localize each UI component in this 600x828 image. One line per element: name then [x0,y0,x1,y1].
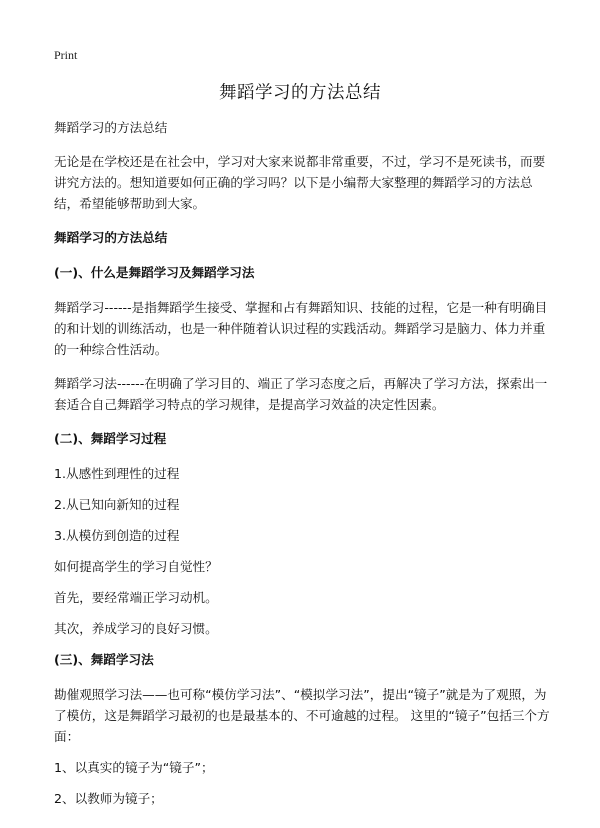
paragraph: 首先，要经常端正学习动机。 [54,590,218,605]
paragraph: 勘催观照学习法——也可称“模仿学习法”、“模拟学习法”，提出“镜子”就是为了观照，为了模仿，这是舞蹈学习最初的也是最基本的、不可逾越的过程。 这里的“镜子”包括三个方面： [54,687,550,744]
page-title: 舞蹈学习的方法总结 [219,83,381,103]
section-title: 舞蹈学习的方法总结 [54,230,168,245]
section-heading-3: (三)、舞蹈学习法 [54,652,154,667]
intro-label: 舞蹈学习的方法总结 [54,120,168,135]
paragraph: 如何提高学生的学习自觉性？ [54,559,218,574]
paragraph: 舞蹈学习------是指舞蹈学生接受、掌握和占有舞蹈知识、技能的过程，它是一种有明确目的和计划的训练活动，也是一种伴随着认识过程的实践活动。舞蹈学习是脑力、体力并重的一种综合性活动。 [54,300,548,357]
list-item: 1.从感性到理性的过程 [54,466,180,481]
list-item: 2.从已知向新知的过程 [54,497,180,512]
section-heading-1: (一)、什么是舞蹈学习及舞蹈学习法 [54,265,255,280]
intro-paragraph: 无论是在学校还是在社会中，学习对大家来说都非常重要，不过，学习不是死读书，而要讲究方法的。想知道要如何正确的学习吗？以下是小编帮大家整理的舞蹈学习的方法总结，希望能够帮助到大家。 [54,154,546,211]
paragraph: 其次，养成学习的良好习惯。 [54,621,218,636]
paragraph: 舞蹈学习法------在明确了学习目的、端正了学习态度之后，再解决了学习方法，探索出一套适合自己舞蹈学习特点的学习规律，是提高学习效益的决定性因素。 [54,376,548,412]
article-body [54,117,554,819]
list-item: 1、以真实的镜子为“镜子”； [54,760,214,775]
list-item: 2、以教师为镜子； [54,791,163,806]
print-link[interactable]: Print [54,48,78,62]
list-item: 3.从模仿到创造的过程 [54,528,180,543]
section-heading-2: (二)、舞蹈学习过程 [54,431,167,446]
